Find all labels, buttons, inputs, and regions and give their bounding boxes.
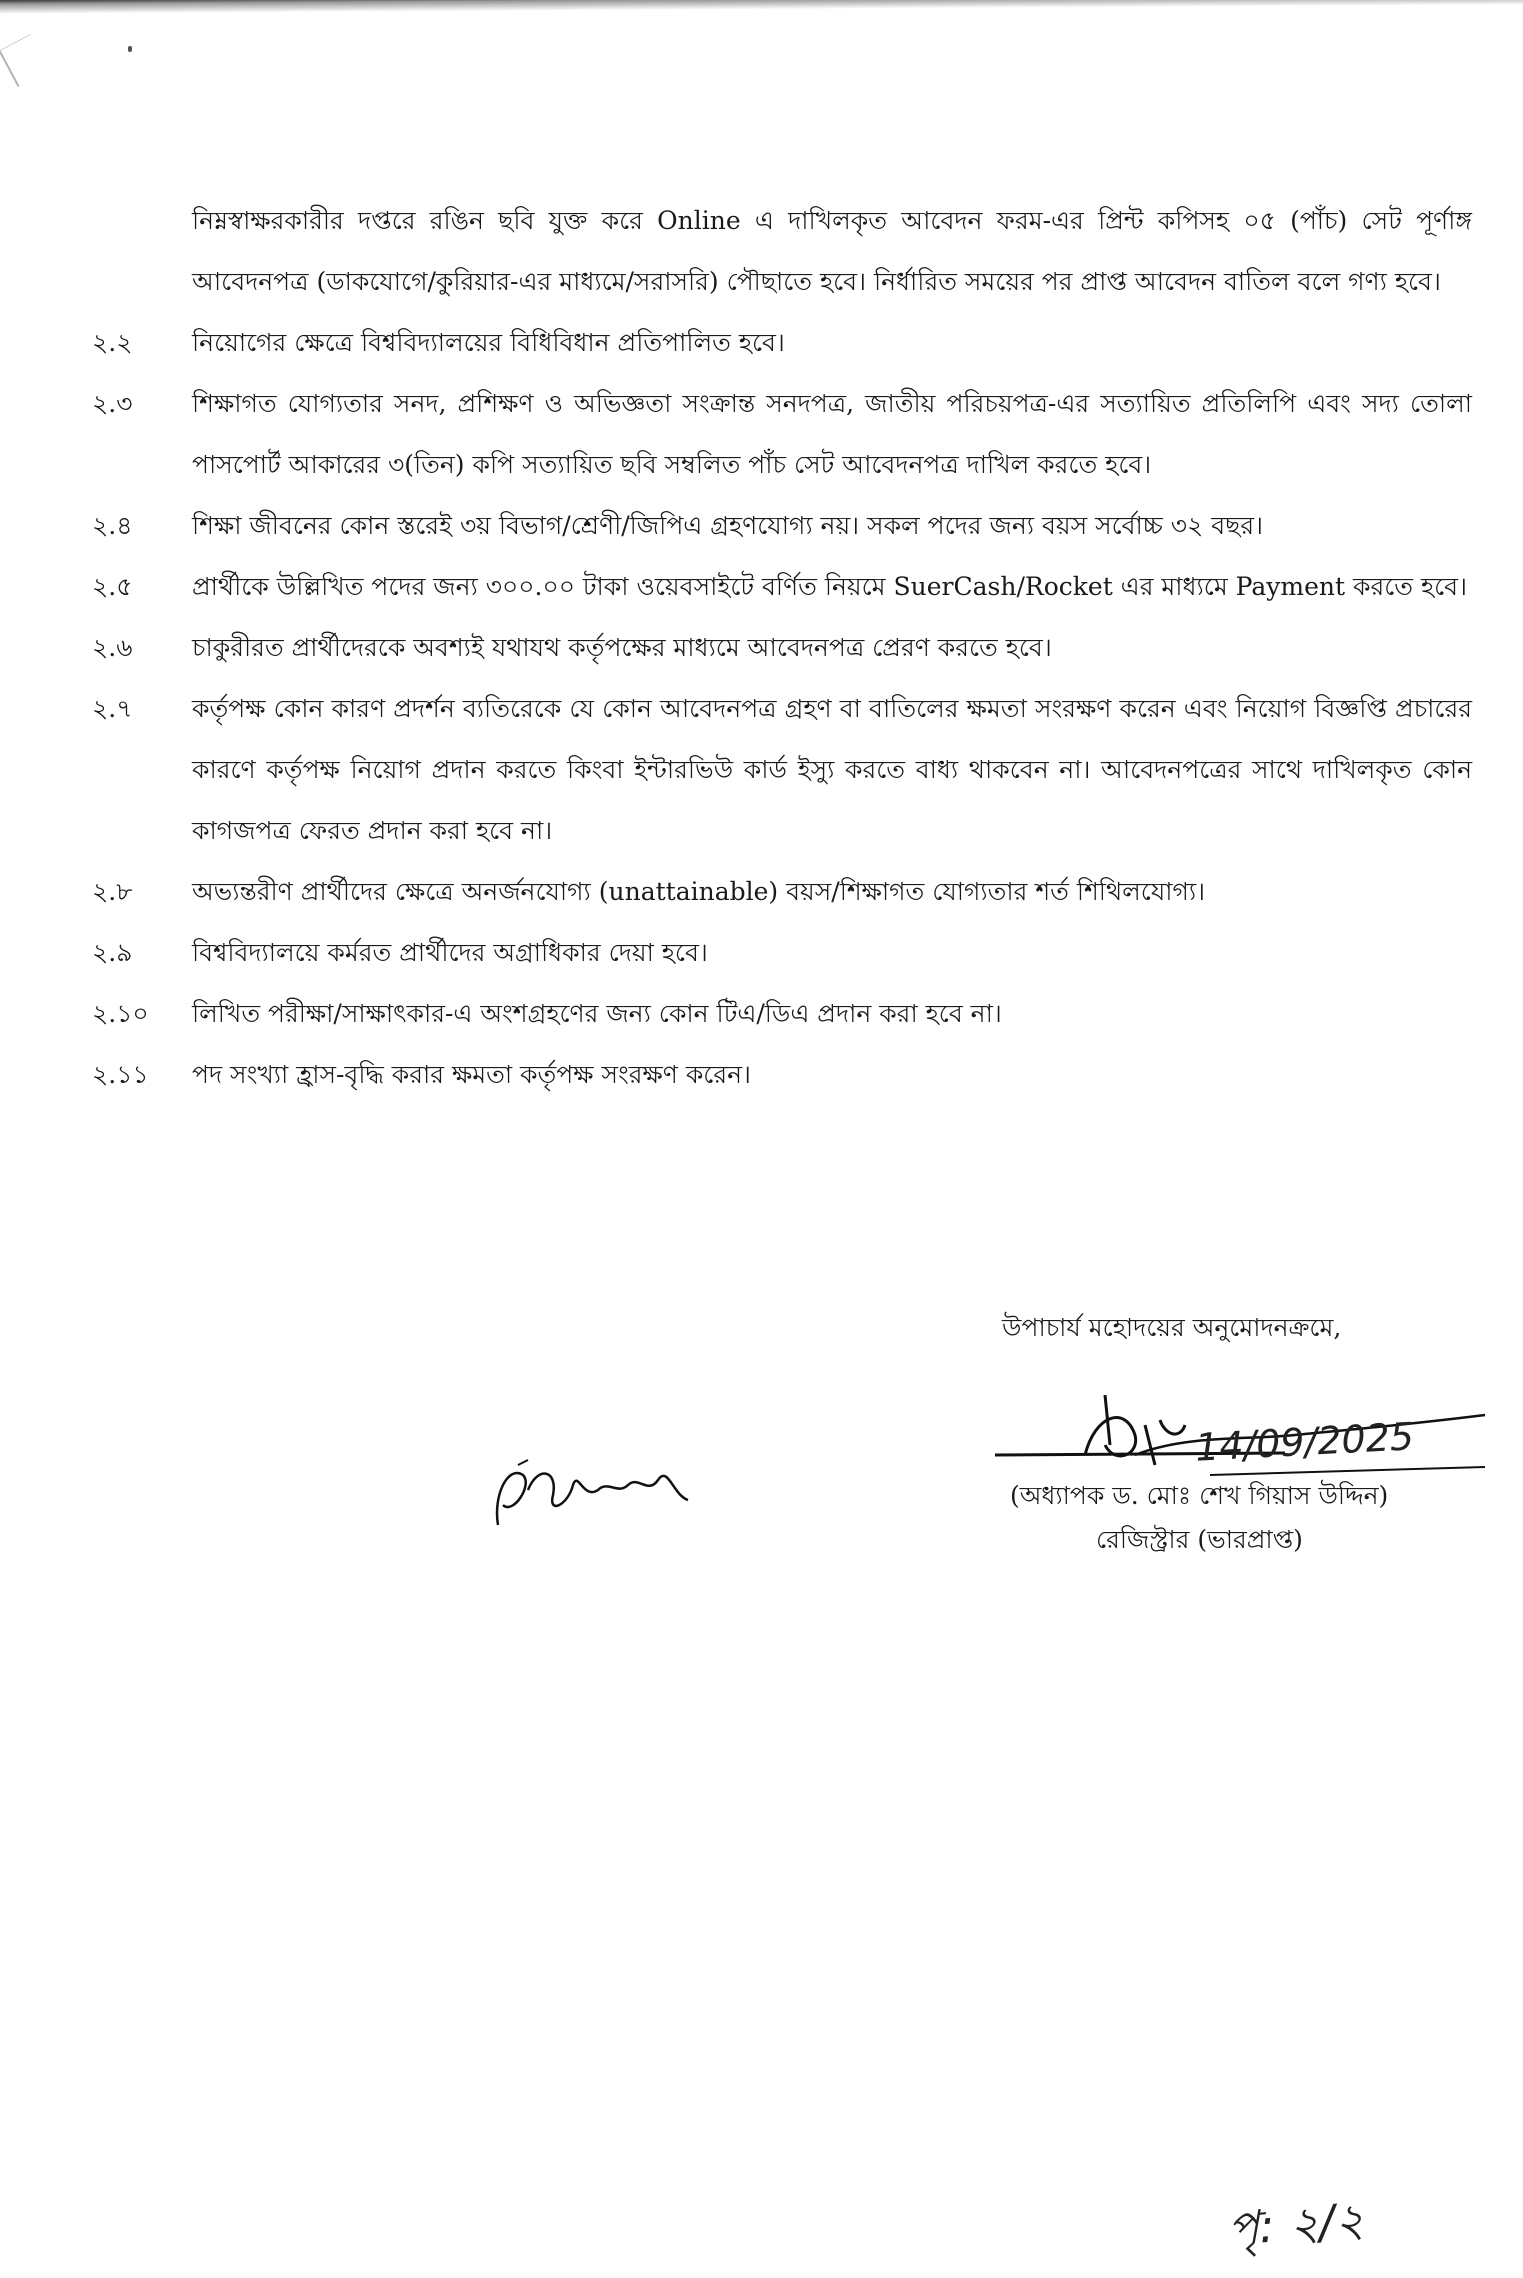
scan-top-edge — [0, 0, 1523, 14]
clause-number: ২.২ — [92, 328, 133, 357]
clause-item — [92, 312, 1472, 373]
clause-number: ২.৫ — [92, 572, 133, 601]
scan-corner-fold — [0, 34, 50, 87]
clause-text: বিশ্ববিদ্যালয়ে কর্মরত প্রার্থীদের অগ্রাধিকার দেয়া হবে। — [192, 938, 708, 967]
clause-number: ২.৩ — [92, 389, 133, 418]
signature-date: 14/09/2025 — [1193, 1414, 1416, 1470]
clause-text: অভ্যন্তরীণ প্রার্থীদের ক্ষেত্রে অনর্জনযোগ্য (unattainable) বয়স/শিক্ষাগত যোগ্যতার শর্ত শিথিলযোগ্য। — [192, 877, 1206, 906]
clause-2-1-continuation — [92, 190, 1472, 312]
clause-item — [92, 1044, 1472, 1105]
clause-number: ২.১১ — [92, 1060, 149, 1089]
clause-number: ২.৮ — [92, 877, 133, 906]
clause-item — [92, 983, 1472, 1044]
clause-text: নিম্নস্বাক্ষরকারীর দপ্তরে রঙিন ছবি যুক্ত করে Online এ দাখিলকৃত আবেদন ফরম-এর প্রিন্ট কপিসহ ০৫ (পাঁচ) সেট পূর্ণাঙ্গ আবেদনপত্র (ডাকযোগে/কুরিয়ার-এর মাধ্যমে/সরাসরি) পৌছাতে হবে। নির্ধারিত সময়ের পর প্রাপ্ত আবেদন বাতিল বলে গণ্য হবে। — [192, 206, 1472, 296]
clause-text: কর্তৃপক্ষ কোন কারণ প্রদর্শন ব্যতিরেকে যে কোন আবেদনপত্র গ্রহণ বা বাতিলের ক্ষমতা সংরক্ষণ করেন এবং নিয়োগ বিজ্ঞপ্তি প্রচারের কারণে কর্তৃপক্ষ নিয়োগ প্রদান করতে কিংবা ইন্টারভিউ কার্ড ইস্যু করতে বাধ্য থাকবেন না। আবেদনপত্রের সাথে দাখিলকৃত কোন কাগজপত্র ফেরত প্রদান করা হবে না। — [192, 694, 1472, 845]
clause-item — [92, 373, 1472, 495]
handwritten-initials — [488, 1445, 708, 1539]
approval-line: উপাচার্য মহোদয়ের অনুমোদনক্রমে, — [1002, 1313, 1342, 1342]
clause-number: ২.৯ — [92, 938, 133, 967]
clause-text: নিয়োগের ক্ষেত্রে বিশ্ববিদ্যালয়ের বিধিবিধান প্রতিপালিত হবে। — [192, 328, 785, 357]
clause-item — [92, 678, 1472, 861]
signatory-designation: রেজিস্ট্রার (ভারপ্রাপ্ত) — [1096, 1525, 1303, 1554]
clause-text: চাকুরীরত প্রার্থীদেরকে অবশ্যই যথাযথ কর্তৃপক্ষের মাধ্যমে আবেদনপত্র প্রেরণ করতে হবে। — [192, 633, 1052, 662]
clause-number: ২.১০ — [92, 999, 149, 1028]
handwritten-initials-drawing — [488, 1445, 708, 1535]
notice-body — [92, 190, 1472, 1105]
clause-item — [92, 617, 1472, 678]
clause-text: শিক্ষা জীবনের কোন স্তরেই ৩য় বিভাগ/শ্রেণী/জিপিএ গ্রহণযোগ্য নয়। সকল পদের জন্য বয়স সর্বোচ্চ ৩২ বছর। — [192, 511, 1264, 540]
clause-text: প্রার্থীকে উল্লিখিত পদের জন্য ৩০০.০০ টাকা ওয়েবসাইটে বর্ণিত নিয়মে SuerCash/Rocket এর মাধ্যমে Payment করতে হবে। — [192, 572, 1468, 601]
clause-text: পদ সংখ্যা হ্রাস-বৃদ্ধি করার ক্ষমতা কর্তৃপক্ষ সংরক্ষণ করেন। — [192, 1060, 751, 1089]
clause-item — [92, 922, 1472, 983]
clause-number: ২.৭ — [92, 694, 133, 723]
clause-item — [92, 495, 1472, 556]
clause-text: লিখিত পরীক্ষা/সাক্ষাৎকার-এ অংশগ্রহণের জন্য কোন টিএ/ডিএ প্রদান করা হবে না। — [192, 999, 1002, 1028]
clause-item — [92, 861, 1472, 922]
clause-number: ২.৪ — [92, 511, 133, 540]
clause-text: শিক্ষাগত যোগ্যতার সনদ, প্রশিক্ষণ ও অভিজ্ঞতা সংক্রান্ত সনদপত্র, জাতীয় পরিচয়পত্র-এর সত্যায়িত প্রতিলিপি এবং সদ্য তোলা পাসপোর্ট আকারের ৩(তিন) কপি সত্যায়িত ছবি সম্বলিত পাঁচ সেট আবেদনপত্র দাখিল করতে হবে। — [192, 389, 1472, 479]
clause-item — [92, 556, 1472, 617]
page-number: পৃ: ২/২ — [1226, 2192, 1367, 2256]
scan-speck — [128, 46, 132, 52]
clause-number: ২.৬ — [92, 633, 133, 662]
signatory-name: (অধ্যাপক ড. মোঃ শেখ গিয়াস উদ্দিন) — [1010, 1481, 1389, 1510]
